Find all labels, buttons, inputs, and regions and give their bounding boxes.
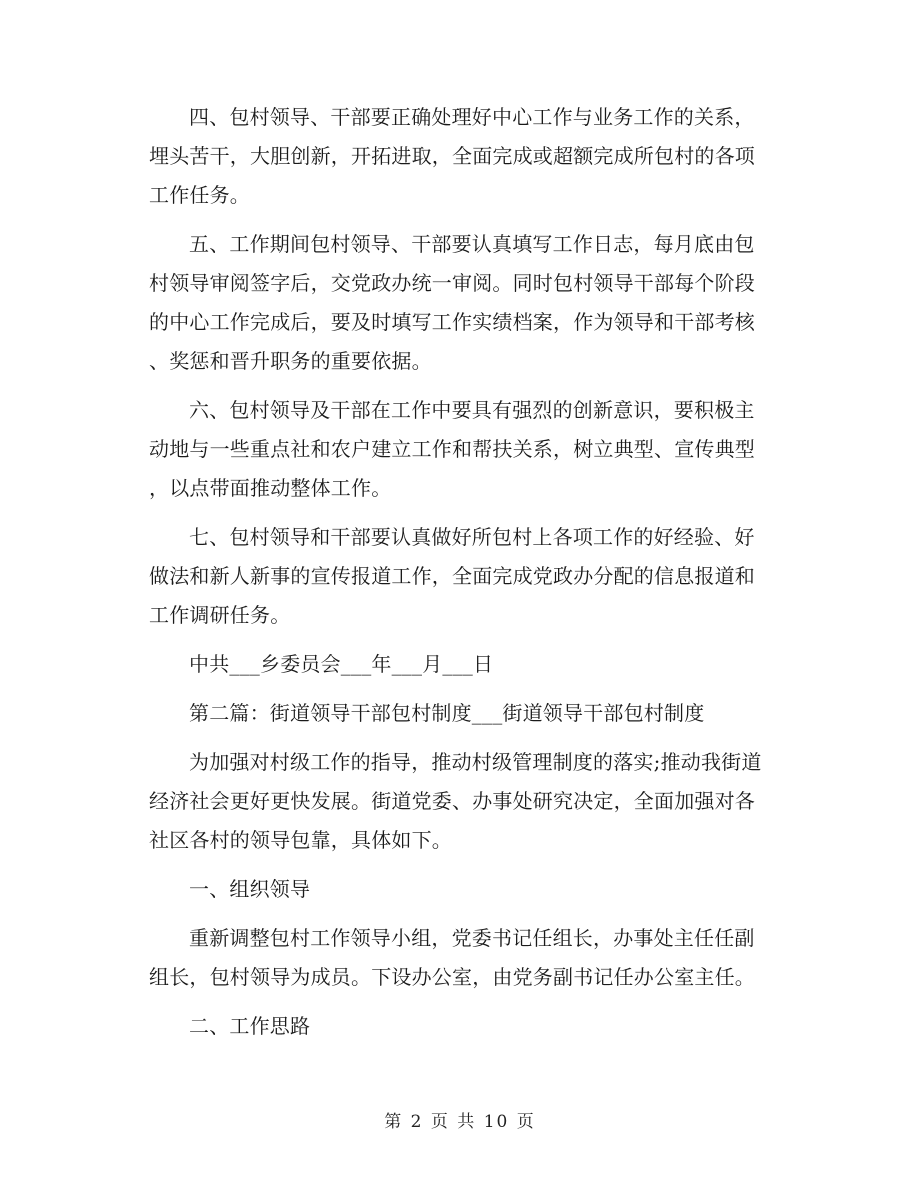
text-line: 中共___乡委员会___年___月___日: [189, 652, 494, 676]
paragraph-five: [149, 225, 779, 381]
text-line: 七、包村领导和干部要认真做好所包村上各项工作的好经验、好: [189, 525, 755, 549]
text-line: 五、工作期间包村领导、干部要认真填写工作日志，每月底由包: [189, 232, 755, 256]
text-line: 工作任务。: [149, 183, 250, 207]
text-line: 四、包村领导、干部要正确处理好中心工作与业务工作的关系，: [189, 105, 755, 129]
text-line: 村领导审阅签字后，交党政办统一审阅。同时包村领导干部每个阶段: [149, 271, 755, 295]
paragraph-four: [149, 98, 779, 215]
section-title-part-two: [149, 694, 779, 733]
text-line: 重新调整包村工作领导小组，党委书记任组长，办事处主任任副: [189, 926, 755, 950]
paragraph-organization: [149, 919, 779, 997]
text-line: 的中心工作完成后，要及时填写工作实绩档案，作为领导和干部考核: [149, 310, 755, 334]
text-line: 埋头苦干，大胆创新，开拓进取，全面完成或超额完成所包村的各项: [149, 144, 755, 168]
text-line: 做法和新人新事的宣传报道工作，全面完成党政办分配的信息报道和: [149, 564, 755, 588]
text-line: 经济社会更好更快发展。街道党委、办事处研究决定，全面加强对各: [149, 789, 755, 813]
text-line: 一、组织领导: [189, 877, 311, 901]
text-line: 为加强对村级工作的指导，推动村级管理制度的落实;推动我街道: [189, 750, 762, 774]
paragraph-intro: [149, 743, 779, 860]
heading-organization: [149, 870, 779, 909]
document-body: [149, 98, 779, 1056]
text-line: 二、工作思路: [189, 1014, 311, 1038]
text-line: 、奖惩和晋升职务的重要依据。: [149, 349, 432, 373]
page-number-footer: 第 2 页 共 10 页: [384, 1112, 536, 1132]
text-line: 六、包村领导及干部在工作中要具有强烈的创新意识，要积极主: [189, 398, 755, 422]
heading-work-approach: [149, 1007, 779, 1046]
signature-line: [149, 645, 779, 684]
text-line: 第二篇：街道领导干部包村制度___街道领导干部包村制度: [189, 701, 705, 725]
paragraph-seven: [149, 518, 779, 635]
text-line: 社区各村的领导包靠，具体如下。: [149, 828, 452, 852]
text-line: 组长，包村领导为成员。下设办公室，由党务副书记任办公室主任。: [149, 965, 755, 989]
text-line: ，以点带面推动整体工作。: [149, 476, 392, 500]
text-line: 工作调研任务。: [149, 603, 291, 627]
text-line: 动地与一些重点社和农户建立工作和帮扶关系，树立典型、宣传典型: [149, 437, 755, 461]
paragraph-six: [149, 391, 779, 508]
